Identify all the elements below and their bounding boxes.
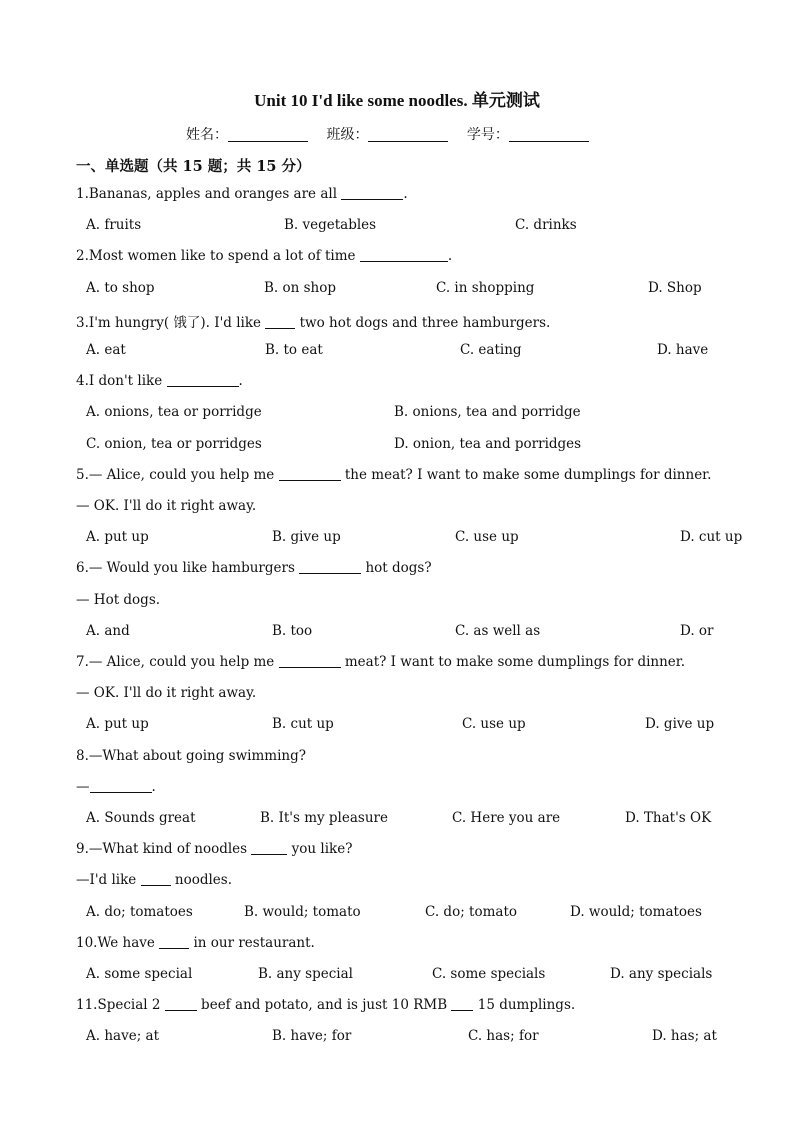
question-1-option-a[interactable]: A. fruits	[86, 217, 142, 234]
question-4-option-c[interactable]: C. onion, tea or porridges	[86, 435, 262, 452]
question-text: 3.I'm hungry( 饿了). I'd like	[76, 314, 266, 331]
question-6-option-a[interactable]: A. and	[86, 622, 130, 639]
question-8-option-c[interactable]: C. Here you are	[452, 810, 561, 826]
question-5-stem	[76, 467, 711, 487]
question-2-stem	[76, 248, 452, 268]
answer-blank[interactable]	[265, 316, 295, 329]
question-text: beef and potato, and is just 10 RMB	[196, 997, 452, 1014]
answer-blank[interactable]	[165, 998, 197, 1011]
question-text: two hot dogs and three hamburgers.	[295, 314, 551, 331]
question-text: .	[238, 373, 243, 390]
question-6-stem-1	[76, 592, 160, 612]
page-title: Unit 10 I'd like some noodles. 单元测试	[254, 91, 540, 110]
question-text: .	[403, 186, 408, 202]
question-3-option-b[interactable]: B. to eat	[265, 342, 323, 358]
question-6-stem	[76, 560, 432, 580]
question-11-option-a[interactable]: A. have; at	[86, 1028, 160, 1045]
question-4-option-d[interactable]: D. onion, tea and porridges	[394, 435, 582, 452]
question-1-option-b[interactable]: B. vegetables	[284, 217, 377, 234]
question-10-option-c[interactable]: C. some specials	[432, 966, 546, 982]
question-text: you like?	[287, 841, 353, 858]
question-7-option-b[interactable]: B. cut up	[272, 716, 334, 733]
question-5-option-d[interactable]: D. cut up	[680, 529, 743, 546]
question-8-option-b[interactable]: B. It's my pleasure	[260, 810, 388, 826]
question-text: 4.I don't like	[76, 373, 167, 390]
question-7-option-d[interactable]: D. give up	[645, 716, 715, 733]
question-3-stem	[76, 311, 550, 331]
id-label: 学号：	[466, 127, 509, 143]
question-9-stem	[76, 841, 352, 861]
question-7-option-c[interactable]: C. use up	[462, 716, 526, 733]
question-text: 5.— Alice, could you help me	[76, 466, 279, 483]
question-7-stem-1	[76, 685, 256, 705]
question-3-option-c[interactable]: C. eating	[460, 342, 522, 358]
question-text: 9.—What kind of noodles	[76, 841, 252, 858]
question-9-option-d[interactable]: D. would; tomatoes	[570, 903, 702, 920]
question-2-option-b[interactable]: B. on shop	[264, 279, 337, 296]
question-9-option-c[interactable]: C. do; tomato	[425, 903, 517, 920]
class-blank[interactable]	[368, 127, 448, 142]
question-text: .	[151, 778, 156, 795]
question-6-option-d[interactable]: D. or	[680, 622, 714, 639]
question-text: 6.— Would you like hamburgers	[76, 560, 300, 577]
question-text: 10.We have	[76, 934, 160, 951]
class-label: 班级：	[326, 127, 369, 143]
question-11-option-b[interactable]: B. have; for	[272, 1028, 352, 1045]
question-text: —	[76, 778, 90, 795]
question-1-option-c[interactable]: C. drinks	[515, 217, 577, 234]
question-3-option-d[interactable]: D. have	[657, 342, 709, 358]
question-text: 15 dumplings.	[473, 997, 576, 1014]
question-4-stem	[76, 373, 243, 393]
question-text: 2.Most women like to spend a lot of time	[76, 248, 360, 265]
question-8-stem	[76, 748, 306, 768]
question-text: 8.—What about going swimming?	[76, 747, 306, 764]
question-10-option-d[interactable]: D. any specials	[610, 966, 713, 982]
question-text: — Hot dogs.	[76, 591, 161, 608]
question-2-option-a[interactable]: A. to shop	[86, 279, 155, 296]
question-text: — OK. I'll do it right away.	[76, 498, 257, 514]
question-8-option-d[interactable]: D. That's OK	[625, 810, 712, 826]
question-text: in our restaurant.	[189, 934, 315, 951]
question-11-option-c[interactable]: C. has; for	[468, 1028, 539, 1045]
question-6-option-b[interactable]: B. too	[272, 622, 313, 639]
question-2-option-c[interactable]: C. in shopping	[436, 279, 535, 296]
answer-blank[interactable]	[341, 187, 403, 200]
question-text: .	[447, 248, 453, 265]
question-text: 7.— Alice, could you help me	[76, 654, 279, 670]
question-11-stem	[76, 997, 575, 1017]
question-text: the meat? I want to make some dumplings for dinner.	[340, 466, 712, 483]
question-9-option-b[interactable]: B. would; tomato	[244, 903, 361, 920]
question-text: 1.Bananas, apples and oranges are all	[76, 186, 342, 202]
answer-blank[interactable]	[90, 780, 152, 793]
question-10-option-b[interactable]: B. any special	[258, 966, 353, 982]
question-2-option-d[interactable]: D. Shop	[648, 279, 702, 296]
section-title: 一、单选题（共 15 题；共 15 分）	[76, 158, 311, 175]
name-label: 姓名：	[186, 127, 228, 143]
question-text: noodles.	[170, 872, 232, 889]
question-9-option-a[interactable]: A. do; tomatoes	[86, 903, 193, 920]
question-5-stem-1	[76, 498, 256, 518]
answer-blank[interactable]	[299, 561, 361, 574]
question-7-stem	[76, 654, 685, 674]
answer-blank[interactable]	[159, 936, 189, 949]
question-4-option-a[interactable]: A. onions, tea or porridge	[86, 404, 262, 421]
question-3-option-a[interactable]: A. eat	[86, 342, 126, 358]
answer-blank[interactable]	[451, 998, 473, 1011]
question-text: meat? I want to make some dumplings for dinner.	[340, 654, 686, 670]
name-blank[interactable]	[228, 127, 308, 142]
question-4-option-b[interactable]: B. onions, tea and porridge	[394, 404, 581, 421]
question-9-stem-1	[76, 872, 232, 892]
question-text: hot dogs?	[361, 560, 432, 577]
question-5-option-c[interactable]: C. use up	[455, 529, 519, 546]
answer-blank[interactable]	[360, 249, 448, 262]
answer-blank[interactable]	[141, 873, 171, 886]
answer-blank[interactable]	[167, 374, 239, 387]
question-5-option-b[interactable]: B. give up	[272, 529, 341, 546]
question-text: 11.Special 2	[76, 997, 165, 1014]
question-6-option-c[interactable]: C. as well as	[455, 622, 541, 639]
question-11-option-d[interactable]: D. has; at	[652, 1028, 717, 1045]
student-info	[186, 124, 603, 144]
question-8-stem-1	[76, 779, 156, 799]
question-text: —I'd like	[76, 872, 141, 889]
question-text: — OK. I'll do it right away.	[76, 685, 257, 702]
id-blank[interactable]	[509, 127, 589, 142]
question-10-option-a[interactable]: A. some special	[86, 966, 193, 982]
question-5-option-a[interactable]: A. put up	[86, 529, 149, 546]
answer-blank[interactable]	[279, 468, 341, 481]
answer-blank[interactable]	[279, 655, 341, 668]
question-10-stem	[76, 935, 315, 955]
question-7-option-a[interactable]: A. put up	[86, 716, 149, 733]
answer-blank[interactable]	[251, 842, 287, 855]
question-1-stem	[76, 186, 408, 206]
question-8-option-a[interactable]: A. Sounds great	[86, 810, 196, 826]
